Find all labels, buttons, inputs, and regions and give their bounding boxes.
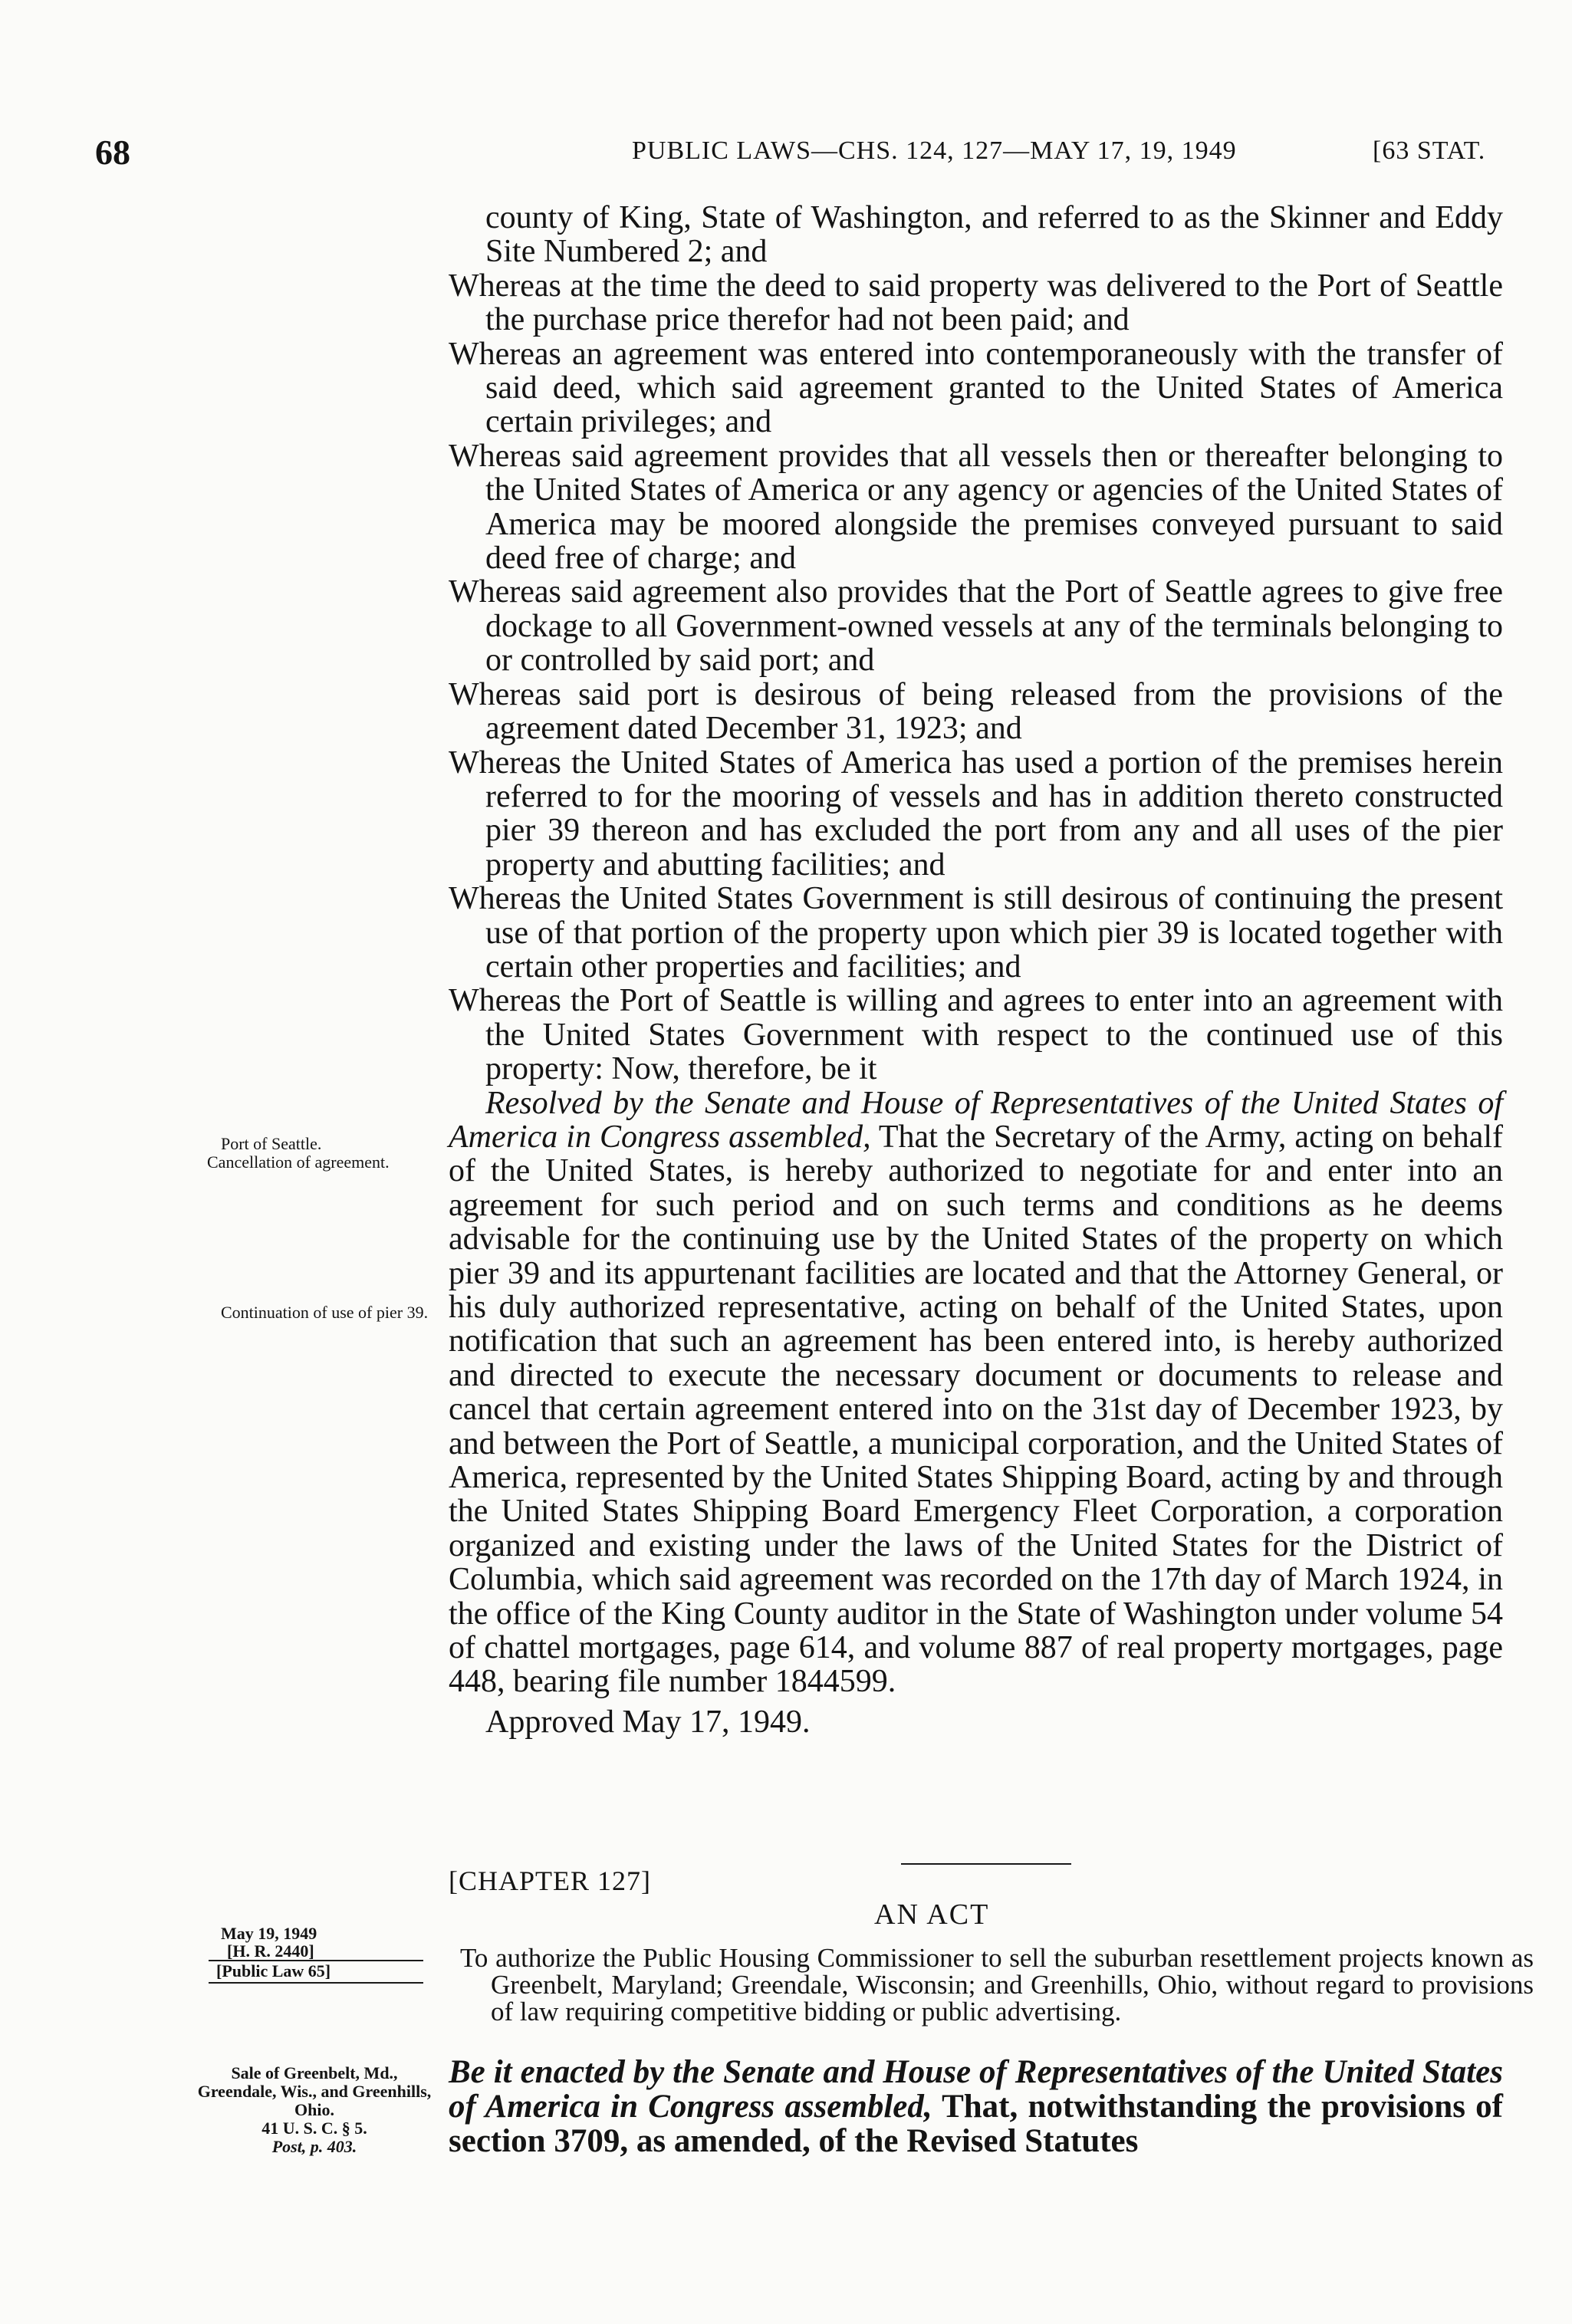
approved-date: Approved May 17, 1949.	[485, 1704, 811, 1740]
side-public-law: [Public Law 65]	[216, 1961, 331, 1980]
paragraph-county: county of King, State of Washington, and referred to as the Skinner and Eddy Site Numbered 2; and	[485, 200, 1503, 270]
side-date: May 19, 1949	[221, 1924, 317, 1943]
enacting-clause	[449, 2055, 1503, 2158]
side-note-post: Post, p. 403.	[271, 2137, 357, 2156]
whereas-government: Whereas the United States Government is still desirous of continuing the present use of that portion of the property upon which pier 39 is located together with certain other properties and facilities; and	[449, 881, 1503, 984]
side-note-sale	[192, 2064, 437, 2156]
page-header	[0, 132, 1572, 170]
enacting-italic: Be it enacted by the Senate and House of Representatives of the United States of America in Congress assembled,	[449, 2054, 1503, 2125]
whereas-vessels: Whereas said agreement provides that all vessels then or thereafter belonging to the United States of America or any agency or agencies of the United States of America may be moored alongside the premises conveyed pursuant to said deed free of charge; and	[449, 438, 1503, 577]
whereas-agreement: Whereas an agreement was entered into contemporaneously with the transfer of said deed, which said agreement granted to the United States of America certain privileges; and	[449, 336, 1503, 440]
running-head: PUBLIC LAWS—CHS. 124, 127—MAY 17, 19, 1949	[632, 136, 1237, 165]
resolved-text: That the Secretary of the Army, acting on behalf of the United States, is hereby authorized to negotiate for and enter into an agreement for such period and on such terms and conditions as he deems advisable for the continuing use by the United States of the property on which pier 39 and its appurtenant facilities are located and that the Attorney General, or his duly authorized representative, acting on behalf of the United States, upon notification that such an agreement has been entered into, is hereby authorized and directed to execute the necessary document or documents to release and cancel that certain agreement entered into on the 31st day of December 1923, by and between the Port of Seattle, a municipal corporation, and the United States of America, represented by the United States Shipping Board, acting by and through the United States Shipping Board Emergency Fleet Corporation, a corporation organized and existing under the laws of the United States for the District of Columbia, which said agreement was recorded on the 17th day of March 1924, in the office of the King County auditor in the State of Washington under volume 54 of chattel mortgages, page 614, and volume 887 of real property mortgages, page 448, bearing file number 1844599.	[449, 1119, 1503, 1700]
resolved-italic: Resolved by the Senate and House of Representatives of the United States of America in Congress assembled,	[449, 1085, 1503, 1155]
side-bill-number: [H. R. 2440]	[227, 1941, 314, 1961]
margin-note-port	[184, 1135, 437, 1172]
page-number: 68	[95, 133, 130, 172]
enacting-text: That, notwithstanding the provisions of section 3709, as amended, of the Revised Statutes	[449, 2089, 1503, 2159]
margin-note-pier: Continuation of use of pier 39.	[221, 1303, 429, 1322]
whereas-dockage: Whereas said agreement also provides that the Port of Seattle agrees to give free dockage to all Government-owned vessels at any of the terminals belonging to or controlled by said port; and	[449, 574, 1503, 679]
chapter-label: [CHAPTER 127]	[449, 1865, 651, 1896]
whereas-port-willing: Whereas the Port of Seattle is willing and agrees to enter into an agreement with the United States Government with respect to the continued use of this property: Now, therefore, be it	[449, 983, 1503, 1087]
whereas-pier-39: Whereas the United States of America has used a portion of the premises herein referred to for the mooring of vessels and has in addition thereto constructed pier 39 thereon and has excluded the port from any and all uses of the pier property and abutting facilities; and	[449, 745, 1503, 883]
whereas-release: Whereas said port is desirous of being released from the provisions of the agreement dated December 31, 1923; and	[449, 676, 1503, 747]
side-rule-2	[209, 1982, 423, 1984]
statute-reference: [63 STAT.	[1373, 136, 1486, 165]
main-text	[449, 201, 1503, 1739]
resolved-clause	[449, 1086, 1503, 1699]
side-note-usc: 41 U. S. C. § 5.	[261, 2119, 367, 2138]
whereas-purchase-price: Whereas at the time the deed to said property was delivered to the Port of Seattle the purchase price therefor had not been paid; and	[449, 268, 1503, 338]
margin-note-port-title: Port of Seattle.	[221, 1134, 322, 1153]
title-rule	[901, 1863, 1071, 1865]
act-description: To authorize the Public Housing Commissioner to sell the suburban resettlement projects known as Greenbelt, Maryland; Greendale, Wisconsin; and Greenhills, Ohio, without regard to provisions of law requiring competitive bidding or public advertising.	[460, 1943, 1534, 2027]
act-title: AN ACT	[874, 1898, 990, 1931]
side-note-sale-title: Sale of Greenbelt, Md., Greendale, Wis., and Greenhills, Ohio.	[197, 2063, 432, 2119]
margin-note-cancellation: Cancellation of agreement.	[207, 1152, 390, 1172]
